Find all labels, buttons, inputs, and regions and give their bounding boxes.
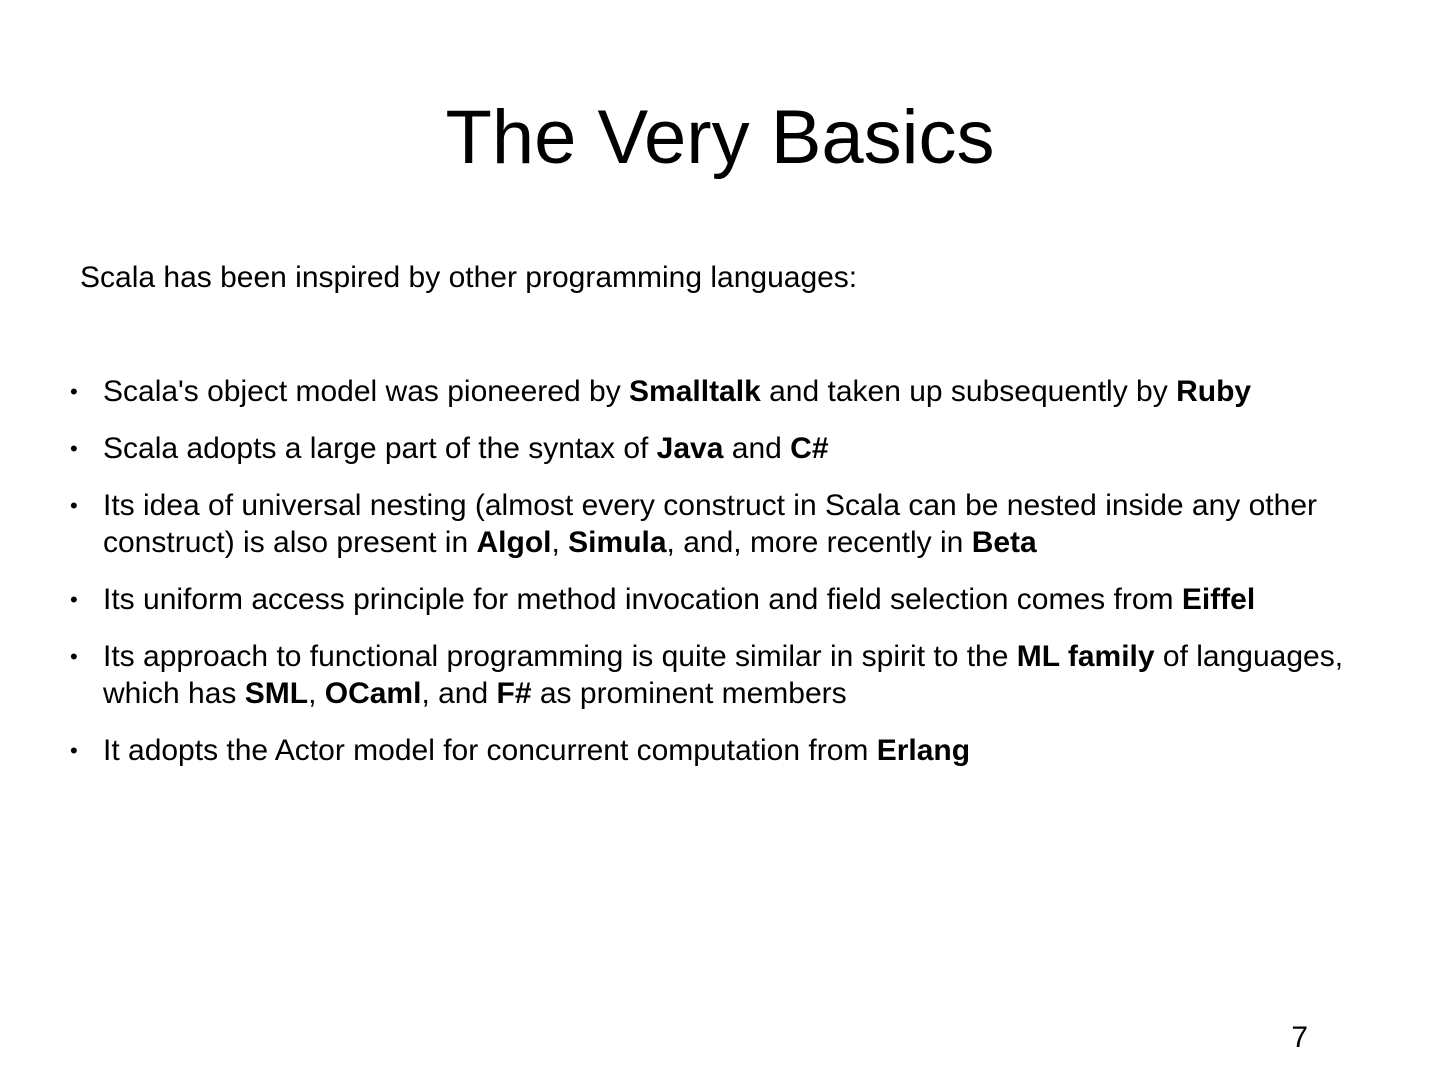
bullet-emphasis: Simula (568, 526, 667, 559)
bullet-item (70, 487, 1350, 561)
bullet-text: and taken up subsequently by (760, 375, 1177, 408)
bullet-emphasis: ML family (1016, 640, 1155, 673)
bullet-emphasis: OCaml (324, 677, 422, 710)
intro-text: Scala has been inspired by other programming languages: (80, 261, 858, 294)
bullet-dot-icon: • (70, 493, 78, 518)
bullet-dot-icon: • (70, 738, 78, 763)
bullet-item (70, 638, 1350, 712)
bullet-text: Its uniform access principle for method invocation and field selection comes from (103, 583, 1182, 616)
bullet-text: It adopts the Actor model for concurrent computation from (103, 734, 877, 767)
bullet-emphasis: Ruby (1176, 375, 1252, 408)
bullet-text: as prominent members (531, 677, 847, 710)
bullet-text: , (551, 526, 569, 559)
bullet-emphasis: C# (790, 432, 829, 465)
bullet-text: , and, more recently in (666, 526, 972, 559)
bullet-emphasis: SML (244, 677, 309, 710)
bullet-dot-icon: • (70, 436, 78, 461)
page-number: 7 (1291, 1021, 1308, 1054)
bullet-text: Scala's object model was pioneered by (103, 375, 630, 408)
bullet-list (70, 373, 1350, 789)
bullet-emphasis: Eiffel (1181, 583, 1256, 616)
bullet-text: and (723, 432, 791, 465)
bullet-item (70, 373, 1350, 410)
bullet-text: , (308, 677, 325, 710)
bullet-item (70, 581, 1350, 618)
bullet-item (70, 430, 1350, 467)
bullet-emphasis: Beta (971, 526, 1037, 559)
bullet-emphasis: Java (656, 432, 724, 465)
bullet-emphasis: Smalltalk (629, 375, 761, 408)
bullet-text: of languages, which has (103, 640, 1344, 710)
slide-title: The Very Basics (445, 95, 995, 180)
bullet-dot-icon: • (70, 587, 78, 612)
bullet-text: Scala adopts a large part of the syntax of (103, 432, 657, 465)
bullet-emphasis: F# (496, 677, 532, 710)
bullet-text: Its approach to functional programming is quite similar in spirit to the (103, 640, 1017, 673)
bullet-dot-icon: • (70, 644, 78, 669)
bullet-emphasis: Erlang (876, 734, 971, 767)
bullet-text: , and (421, 677, 497, 710)
bullet-dot-icon: • (70, 379, 78, 404)
bullet-item (70, 732, 1350, 769)
bullet-text: Its idea of universal nesting (almost every construct in Scala can be nested inside any other construct) is also present in (103, 489, 1317, 559)
bullet-emphasis: Algol (476, 526, 552, 559)
